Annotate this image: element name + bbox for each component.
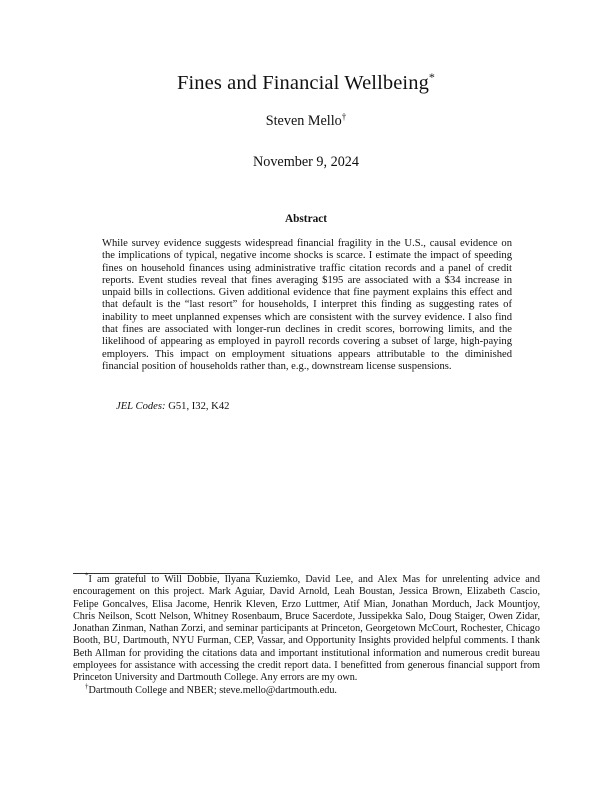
abstract-body: While survey evidence suggests widespread financial fragility in the U.S., causal evidence on the implications of typical, negative income shocks is scarce. I estimate the impact of speeding fines on household finances using administrative traffic citation records and a panel of credit reports. Event studies reveal that fines averaging $195 are associated with a $34 increase in unpaid bills in collections. Given additional evidence that fine payment explains this effect and that default is the “last resort” for households, I interpret this finding as suggesting rates of inability to meet unplanned expenses which are consistent with the survey evidence. I also find that fines are associated with longer-run declines in credit scores, borrowing limits, and the likelihood of appearing as employed in payroll records covering a subset of large, high-paying employers. This impact on employment situations appears attributable to the diminished financial position of households rather than, e.g., downstream license suspensions. xyxy=(102,238,512,372)
title-footnote-marker: * xyxy=(428,70,436,85)
footnote-marker: * xyxy=(85,571,89,580)
footnote-text: I am grateful to Will Dobbie, Ilyana Kuziemko, David Lee, and Alex Mas for unrelenting advice and encouragement on this project. Mark Aguiar, David Arnold, Leah Boustan, Jessica Brown, Elizabeth Cascio, Felipe Goncalves, Elisa Jacome, Henrik Kleven, Erzo Luttmer, Atif Mian, Jonathan Morduch, Jack Mountjoy, Chris Neilson, Scott Nelson, Whitney Rosenbaum, Bruce Sacerdote, Jussipekka Salo, Doug Staiger, Owen Zidar, Jonathan Zinman, Nathan Zorzi, and seminar participants at Princeton, Georgetown McCourt, Rochester, Chicago Booth, BU, Dartmouth, NYU Furman, CEP, Vassar, and Opportunity Insights provided helpful comments. I thank Beth Allman for providing the citations data and important institutional information and numerous credit bureau employees for assistance with accessing the credit report data. I benefitted from generous financial support from Princeton University and Dartmouth College. Any errors are my own. xyxy=(73,574,540,684)
footnote-acknowledgments xyxy=(73,571,540,685)
jel-label: JEL Codes: xyxy=(116,401,166,412)
paper-date: November 9, 2024 xyxy=(253,154,359,170)
jel-codes-line xyxy=(102,401,512,413)
footnote-marker: † xyxy=(85,682,89,691)
paper-title xyxy=(0,72,612,95)
jel-codes: G51, I32, K42 xyxy=(168,401,230,412)
jel-row xyxy=(102,401,512,413)
footnote-affiliation xyxy=(73,682,540,697)
footnotes xyxy=(73,571,540,697)
paper-title-text: Fines and Financial Wellbeing xyxy=(176,72,429,94)
author-footnote-marker: † xyxy=(341,111,347,122)
footnote-text: Dartmouth College and NBER; steve.mello@dartmouth.edu. xyxy=(88,684,337,696)
author-name: Steven Mello xyxy=(265,113,342,129)
author-line xyxy=(0,113,612,130)
abstract-heading: Abstract xyxy=(284,213,328,225)
